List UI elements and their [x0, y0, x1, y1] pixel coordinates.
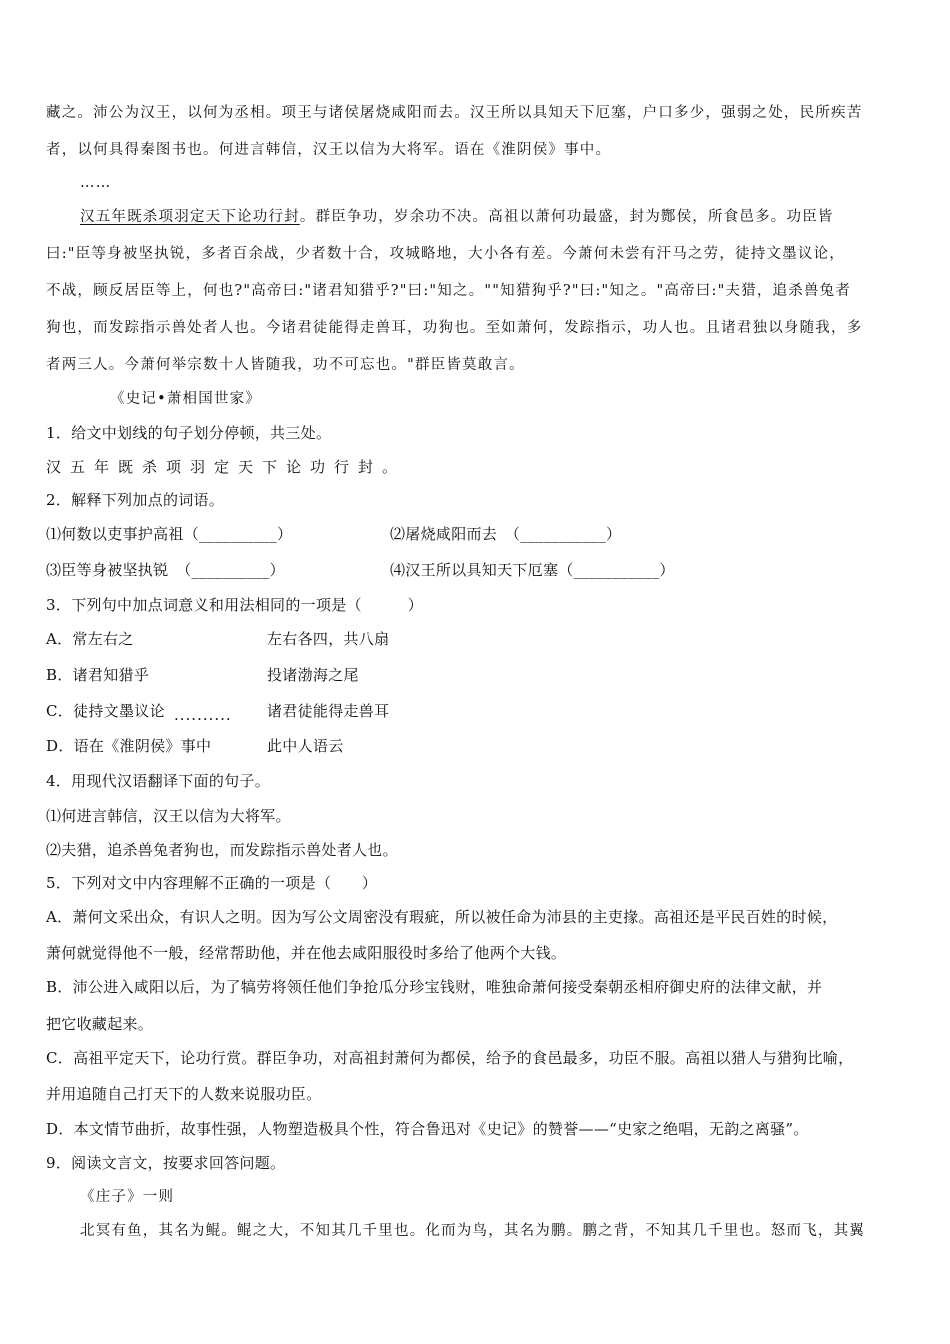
passage-line-underlined — [80, 207, 948, 227]
question-5-option-a-cont: 萧何就觉得他不一般，经常帮助他，并在他去咸阳服役时多给了他两个大钱。 — [46, 944, 567, 962]
option-text: A．常左右之 — [46, 630, 134, 648]
passage-ellipsis: …… — [80, 175, 112, 191]
question-5-prompt: 5．下列对文中内容理解不正确的一项是（ ） — [46, 874, 378, 892]
passage-line-rest: 。群臣争功，岁余功不决。高祖以萧何功最盛，封为酂侯，所食邑多。功臣皆 — [299, 209, 834, 225]
question-2-item-2: ⑵屠烧咸阳而去 （___________） — [390, 525, 622, 543]
passage-line: 狗也，而发踪指示兽处者人也。今诸君徒能得走兽耳，功狗也。至如萧何，发踪指示，功人也。且诸君独以身随我，多 — [46, 320, 863, 336]
question-5-option-d: D．本文情节曲折，故事性强，人物塑造极具个性，符合鲁迅对《史记》的赞誉——“史家之绝唱，无韵之离骚”。 — [46, 1120, 809, 1138]
passage-line: 不战，顾反居臣等上，何也?"高帝曰:"诸君知猎乎?"曰:"知之。""知猎狗乎?"曰:"知之。"高帝曰:"夫猎，追杀兽兔者 — [46, 283, 852, 299]
question-5-option-b: B．沛公进入咸阳以后，为了犒劳将领任他们争抢瓜分珍宝钱财，唯独命萧何接受秦朝丞相府御史府的法律文献，并 — [46, 978, 823, 996]
option-text: B．诸君知猎乎 — [46, 666, 150, 684]
question-5-option-b-cont: 把它收藏起来。 — [46, 1015, 154, 1033]
question-4-prompt: 4．用现代汉语翻译下面的句子。 — [46, 772, 271, 790]
option-compare: 诸君徒能得走兽耳 — [267, 702, 390, 720]
passage-line: 藏之。沛公为汉王，以何为丞相。项王与诸侯屠烧咸阳而去。汉王所以具知天下厄塞，户口多少，强弱之处，民所疾苦 — [46, 105, 863, 121]
question-1-prompt: 1．给文中划线的句子划分停顿，共三处。 — [46, 424, 332, 442]
question-5-option-a: A．萧何文采出众，有识人之明。因为写公文周密没有瑕疵，所以被任命为沛县的主吏掾。高祖还是平民百姓的时候， — [46, 908, 838, 926]
option-compare: 左右各四，共八扇 — [267, 630, 390, 648]
passage-source: 《史记•萧相国世家》 — [110, 391, 262, 407]
question-2-item-1: ⑴何数以吏事护高祖（__________） — [46, 525, 293, 543]
question-1-sentence: 汉五年既杀项羽定天下论功行封。 — [46, 458, 407, 476]
option-text: D．语在《淮阴侯》事中 — [46, 737, 212, 755]
option-compare: 此中人语云 — [267, 737, 344, 755]
passage-line: 者两三人。今萧何举宗数十人皆随我，功不可忘也。"群臣皆莫敢言。 — [46, 357, 525, 373]
question-9-prompt: 9．阅读文言文，按要求回答问题。 — [46, 1154, 286, 1172]
question-5-option-c-cont: 并用追随自己打天下的人数来说服功臣。 — [46, 1085, 322, 1103]
question-3-prompt: 3．下列句中加点词意义和用法相同的一项是（ ） — [46, 596, 424, 614]
question-2-item-3: ⑶臣等身被坚执锐 （__________） — [46, 561, 285, 579]
question-9-title: 《庄子》一则 — [80, 1189, 175, 1205]
question-5-option-c: C．高祖平定天下，论功行赏。群臣争功，对高祖封萧何为都侯，给予的食邑最多，功臣不服。高祖以猎人与猎狗比喻， — [46, 1049, 854, 1067]
question-9-passage-line: 北冥有鱼，其名为鲲。鲲之大，不知其几千里也。化而为鸟，其名为鹏。鹏之背，不知其几千里也。怒而飞，其翼 — [80, 1223, 865, 1239]
question-2-item-4: ⑷汉王所以具知天下厄塞（___________） — [390, 561, 675, 579]
question-4-item-1: ⑴何进言韩信，汉王以信为大将军。 — [46, 807, 291, 825]
question-2-prompt: 2．解释下列加点的词语。 — [46, 491, 225, 509]
emphasis-dots: .......... — [174, 706, 232, 724]
question-4-item-2: ⑵夫猎，追杀兽兔者狗也，而发踪指示兽处者人也。 — [46, 841, 398, 859]
option-compare: 投诸渤海之尾 — [267, 666, 359, 684]
passage-line: 者，以何具得秦图书也。何进言韩信，汉王以信为大将军。语在《淮阴侯》事中。 — [46, 142, 612, 158]
passage-line: 曰:"臣等身被坚执锐，多者百余战，少者数十合，攻城略地，大小各有差。今萧何未尝有汗马之劳，徒持文墨议论， — [46, 246, 845, 262]
underlined-sentence: 汉五年既杀项羽定天下论功行封 — [80, 209, 300, 225]
option-text: C．徒持文墨议论 — [46, 702, 165, 720]
